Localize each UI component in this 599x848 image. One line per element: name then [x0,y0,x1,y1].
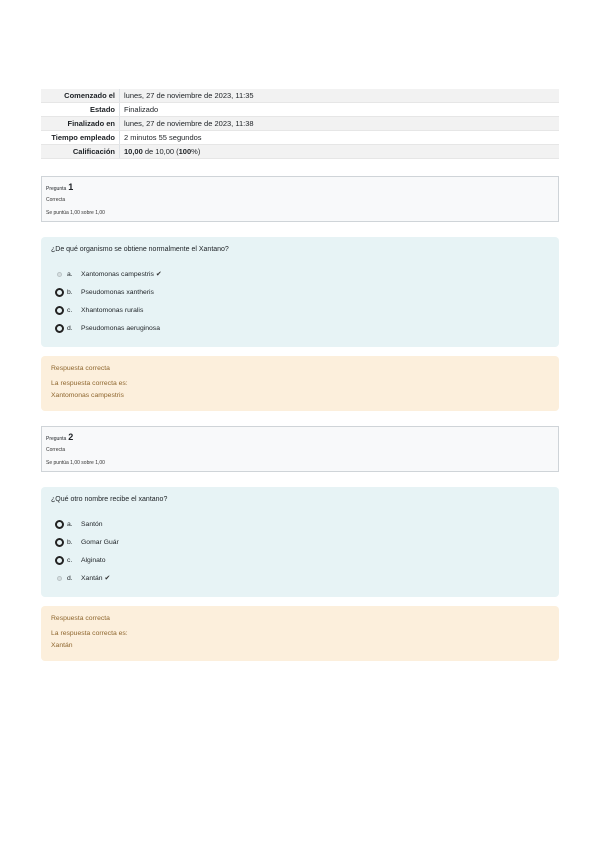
attempt-summary-table [41,89,559,159]
feedback-title: Respuesta correcta [51,365,110,372]
summary-row-finished [41,117,559,131]
answer-text: Pseudomonas xantheris [81,288,154,296]
summary-key: Calificación [41,145,120,159]
question-label: Pregunta [46,436,67,442]
radio-icon[interactable] [55,538,64,547]
feedback-box-2 [41,606,559,661]
summary-value: lunes, 27 de noviembre de 2023, 11:35 [120,89,560,103]
grade-percent: 100 [178,147,192,156]
answer-option-c[interactable] [55,555,106,565]
answer-letter: c. [67,306,73,314]
summary-key: Finalizado en [41,117,120,131]
radio-icon[interactable] [55,306,64,315]
radio-icon[interactable] [55,288,64,297]
question-label: Pregunta [46,186,67,192]
question-info-2 [41,426,559,472]
question-grade: Se puntúa 1,00 sobre 1,00 [46,210,105,216]
question-text: ¿De qué organismo se obtiene normalmente el Xantano? [51,246,229,253]
answer-option-a[interactable] [55,269,162,279]
question-formulation-2 [41,487,559,597]
answer-text: Pseudomonas aeruginosa [81,324,160,332]
radio-icon[interactable] [57,272,62,277]
feedback-label: La respuesta correcta es: [51,380,128,387]
question-info-1 [41,176,559,222]
answer-option-d[interactable] [55,323,160,333]
answer-letter: a. [67,270,73,278]
question-number [46,182,73,192]
summary-key: Tiempo empleado [41,131,120,145]
answer-text: Gomar Guár [81,538,119,546]
summary-row-grade [41,145,559,159]
question-grade: Se puntúa 1,00 sobre 1,00 [46,460,105,466]
feedback-answer: Xantán [51,642,73,649]
summary-value: lunes, 27 de noviembre de 2023, 11:38 [120,117,560,131]
answer-option-d[interactable] [55,573,110,583]
answer-option-b[interactable] [55,287,154,297]
summary-key: Estado [41,103,120,117]
grade-percent-suffix: %) [191,147,201,156]
question-state: Correcta [46,447,66,453]
answer-letter: b. [67,288,73,296]
grade-score: 10,00 [124,147,143,156]
answer-option-b[interactable] [55,537,119,547]
summary-row-state [41,103,559,117]
question-text: ¿Qué otro nombre recibe el xantano? [51,496,168,503]
answer-option-a[interactable] [55,519,103,529]
summary-row-time [41,131,559,145]
summary-value: Finalizado [120,103,560,117]
radio-icon[interactable] [55,520,64,529]
answer-letter: c. [67,556,73,564]
radio-icon[interactable] [55,556,64,565]
summary-value: 2 minutos 55 segundos [120,131,560,145]
feedback-box-1 [41,356,559,411]
answer-option-c[interactable] [55,305,143,315]
question-formulation-1 [41,237,559,347]
answer-text: Xantán [81,574,103,582]
answer-letter: a. [67,520,73,528]
summary-key: Comenzado el [41,89,120,103]
summary-row-started [41,89,559,103]
feedback-label: La respuesta correcta es: [51,630,128,637]
feedback-title: Respuesta correcta [51,615,110,622]
radio-icon[interactable] [55,324,64,333]
question-number-value: 2 [68,432,74,442]
summary-value [120,145,560,159]
answer-letter: b. [67,538,73,546]
answer-text: Alginato [81,556,106,564]
answer-text: Santón [81,520,103,528]
feedback-answer: Xantomonas campestris [51,392,124,399]
answer-text: Xantomonas campestris [81,270,154,278]
question-number-value: 1 [68,182,74,192]
answer-letter: d. [67,574,73,582]
question-state: Correcta [46,197,66,203]
question-number [46,432,73,442]
answer-letter: d. [67,324,73,332]
check-icon: ✔ [155,271,162,278]
check-icon: ✔ [104,575,111,582]
grade-total: de 10,00 ( [142,147,179,156]
radio-icon[interactable] [57,576,62,581]
answer-text: Xhantomonas ruralis [81,306,144,314]
